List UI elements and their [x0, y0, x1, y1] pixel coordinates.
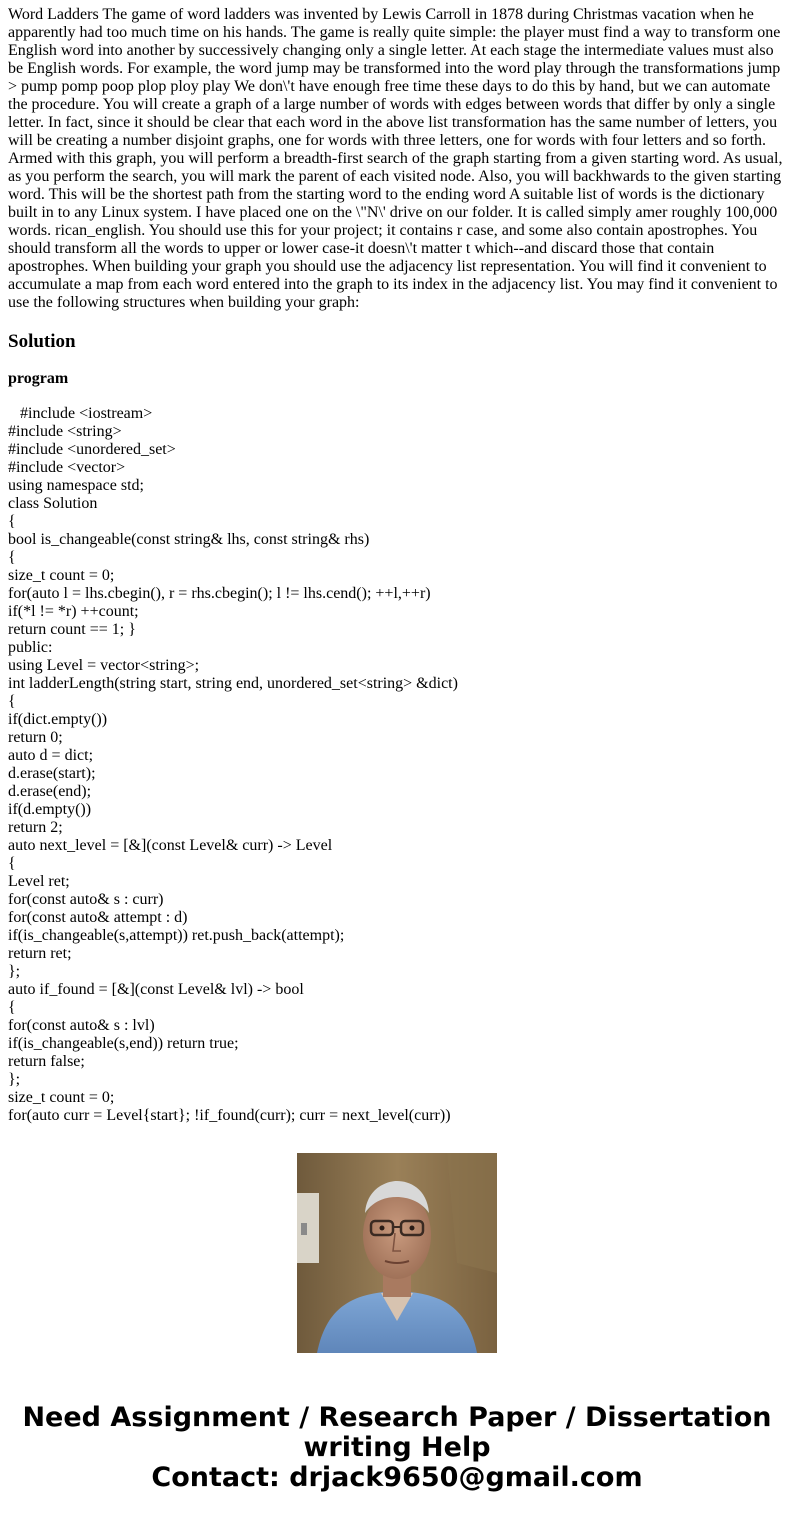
code-line: for(auto curr = Level{start}; !if_found(curr); curr = next_level(curr)): [8, 1107, 451, 1124]
author-avatar: [297, 1153, 497, 1353]
code-line: return false;: [8, 1053, 85, 1070]
code-line: if(is_changeable(s,attempt)) ret.push_back(attempt);: [8, 927, 345, 944]
code-line: for(auto l = lhs.cbegin(), r = rhs.cbegin(); l != lhs.cend(); ++l,++r): [8, 585, 431, 602]
code-line: auto d = dict;: [8, 747, 94, 764]
code-line: size_t count = 0;: [8, 567, 115, 584]
code-line: d.erase(end);: [8, 783, 92, 800]
code-line: auto if_found = [&](const Level& lvl) -> bool: [8, 981, 304, 998]
code-line: public:: [8, 639, 53, 656]
code-line: class Solution: [8, 495, 98, 512]
program-heading: program: [8, 370, 69, 387]
author-portrait-image: [297, 1153, 497, 1353]
document-body: [8, 6, 786, 1124]
code-block: [8, 405, 786, 1124]
code-line: #include <iostream>: [8, 405, 153, 422]
code-line: return ret;: [8, 945, 72, 962]
promo-banner: [0, 1403, 794, 1493]
code-line: {: [8, 513, 16, 530]
code-line: {: [8, 693, 16, 710]
code-line: d.erase(start);: [8, 765, 96, 782]
code-line: return count == 1; }: [8, 621, 136, 638]
code-line: for(const auto& attempt : d): [8, 909, 188, 926]
code-line: for(const auto& s : curr): [8, 891, 164, 908]
code-line: {: [8, 855, 16, 872]
promo-contact-line: Contact: drjack9650@gmail.com: [151, 1462, 643, 1493]
promo-line-1: Need Assignment / Research Paper / Dissertation: [22, 1402, 772, 1433]
code-line: auto next_level = [&](const Level& curr) -> Level: [8, 837, 333, 854]
code-line: #include <unordered_set>: [8, 441, 176, 458]
code-line: {: [8, 549, 16, 566]
code-line: using namespace std;: [8, 477, 144, 494]
code-line: return 0;: [8, 729, 63, 746]
problem-statement: Word Ladders The game of word ladders was invented by Lewis Carroll in 1878 during Christmas vacation when he apparently had too much time on his hands. The game is really quite simple: the player must find a way to transform one English word into another by successively changing only a single letter. At each stage the intermediate values must also be English words. For example, the word jump may be transformed into the word play through the transformations jump > pump pomp poop plop ploy play We don\'t have enough free time these days to do this by hand, but we can automate the procedure. You will create a graph of a large number of words with edges between words that differ by only a single letter. In fact, since it should be clear that each word in the above list transformation has the same number of letters, you will be creating a number disjoint graphs, one for words with three letters, one for words with four letters and so forth. Armed with this graph, you will perform a breadth-first search of the graph starting from a given starting word. As usual, as you perform the search, you will mark the parent of each visited node. Also, you will backhwards to the given starting word. This will be the shortest path from the starting word to the ending word A suitable list of words is the dictionary built in to any Linux system. I have placed one on the \"N\' drive on our folder. It is called simply amer roughly 100,000 words. rican_english. You should use this for your project; it contains r case, and some also contain apostrophes. You should transform all the words to upper or lower case-it doesn\'t matter t which--and discard those that contain apostrophes. When building your graph you should use the adjacency list representation. You will find it convenient to accumulate a map from each word entered into the graph to its index in the adjacency list. You may find it convenient to use the following structures when building your graph:: [8, 6, 783, 311]
code-line: for(const auto& s : lvl): [8, 1017, 155, 1034]
code-line: if(d.empty()): [8, 801, 92, 818]
code-line: if(is_changeable(s,end)) return true;: [8, 1035, 239, 1052]
code-line: if(dict.empty()): [8, 711, 108, 728]
code-line: bool is_changeable(const string& lhs, const string& rhs): [8, 531, 370, 548]
code-line: return 2;: [8, 819, 63, 836]
code-line: #include <string>: [8, 423, 122, 440]
code-line: Level ret;: [8, 873, 70, 890]
code-line: };: [8, 963, 21, 980]
code-line: using Level = vector<string>;: [8, 657, 200, 674]
code-line: if(*l != *r) ++count;: [8, 603, 139, 620]
solution-heading: Solution: [8, 331, 76, 352]
code-line: };: [8, 1071, 21, 1088]
code-line: #include <vector>: [8, 459, 126, 476]
code-line: size_t count = 0;: [8, 1089, 115, 1106]
code-line: int ladderLength(string start, string end, unordered_set<string> &dict): [8, 675, 458, 692]
code-line: {: [8, 999, 16, 1016]
promo-line-2: writing Help: [303, 1432, 491, 1463]
